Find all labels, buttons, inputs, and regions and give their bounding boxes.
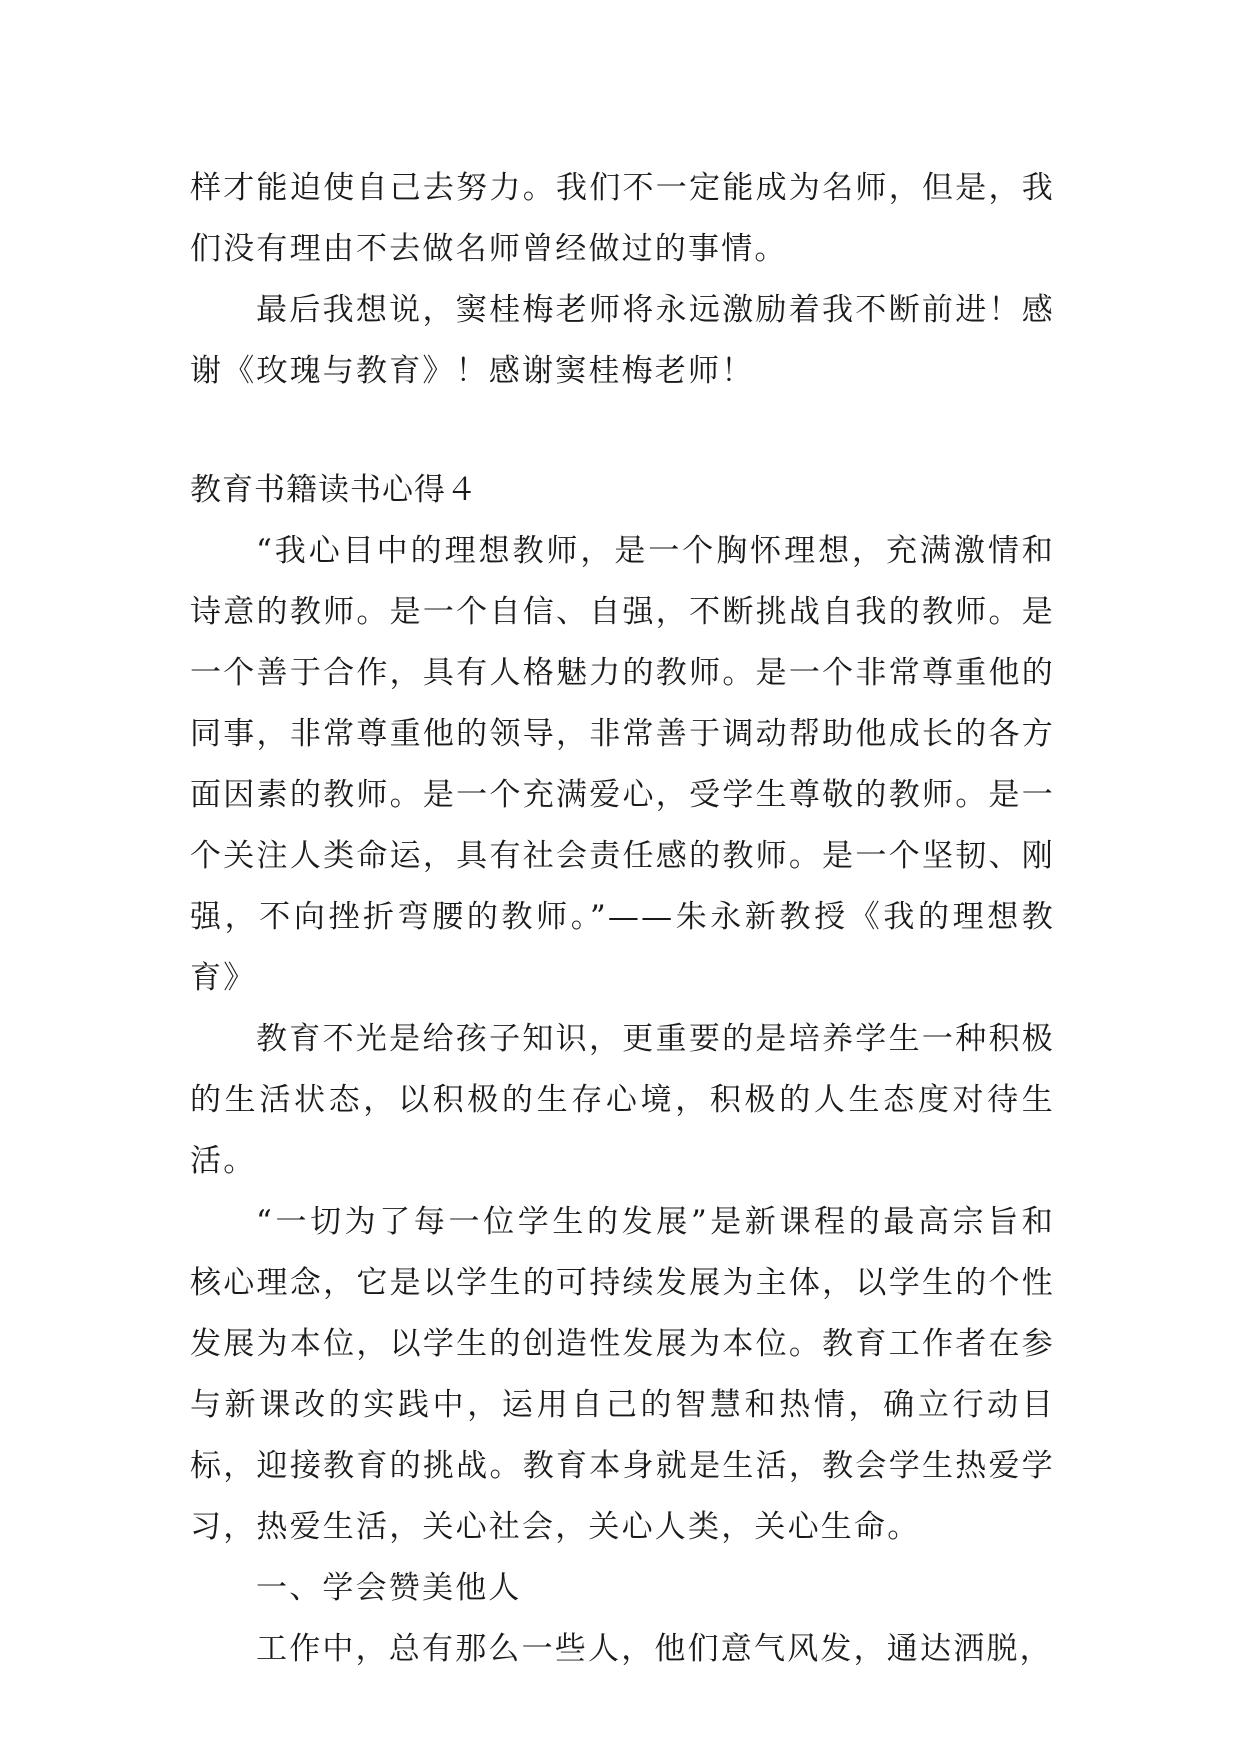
paragraph-closing-thanks: 最后我想说，窦桂梅老师将永远激励着我不断前进！感谢《玫瑰与教育》！感谢窦桂梅老师！ (190, 292, 1055, 389)
paragraph-work: 工作中，总有那么一些人，他们意气风发，通达洒脱， (256, 1631, 1053, 1667)
paragraph-quote: “我心目中的理想教师，是一个胸怀理想，充满激情和诗意的教师。是一个自信、自强，不断挑战自我的教师。是一个善于合作，具有人格魅力的教师。是一个非常尊重他的同事，非常尊重他的领导，非常善于调动帮助他成长的各方面因素的教师。是一个充满爱心，受学生尊敬的教师。是一个关注人类命运，具有社会责任感的教师。是一个坚韧、刚强，不向挫折弯腰的教师。”——朱永新教授《我的理想教育》 (190, 533, 1055, 996)
paragraph-continued: 样才能迫使自己去努力。我们不一定能成为名师，但是，我们没有理由不去做名师曾经做过的事情。 (190, 170, 1055, 267)
paragraph-education-purpose: 教育不光是给孩子知识，更重要的是培养学生一种积极的生活状态，以积极的生存心境，积极的人生态度对待生活。 (190, 1021, 1055, 1179)
subsection-heading: 一、学会赞美他人 (256, 1570, 522, 1606)
document-body (190, 158, 1055, 1680)
paragraph-new-curriculum: “一切为了每一位学生的发展”是新课程的最高宗旨和核心理念，它是以学生的可持续发展为主体，以学生的个性发展为本位，以学生的创造性发展为本位。教育工作者在参与新课改的实践中，运用自己的智慧和热情，确立行动目标，迎接教育的挑战。教育本身就是生活，教会学生热爱学习，热爱生活，关心社会，关心人类，关心生命。 (190, 1204, 1055, 1545)
section-heading: 教育书籍读书心得４ (190, 472, 478, 508)
